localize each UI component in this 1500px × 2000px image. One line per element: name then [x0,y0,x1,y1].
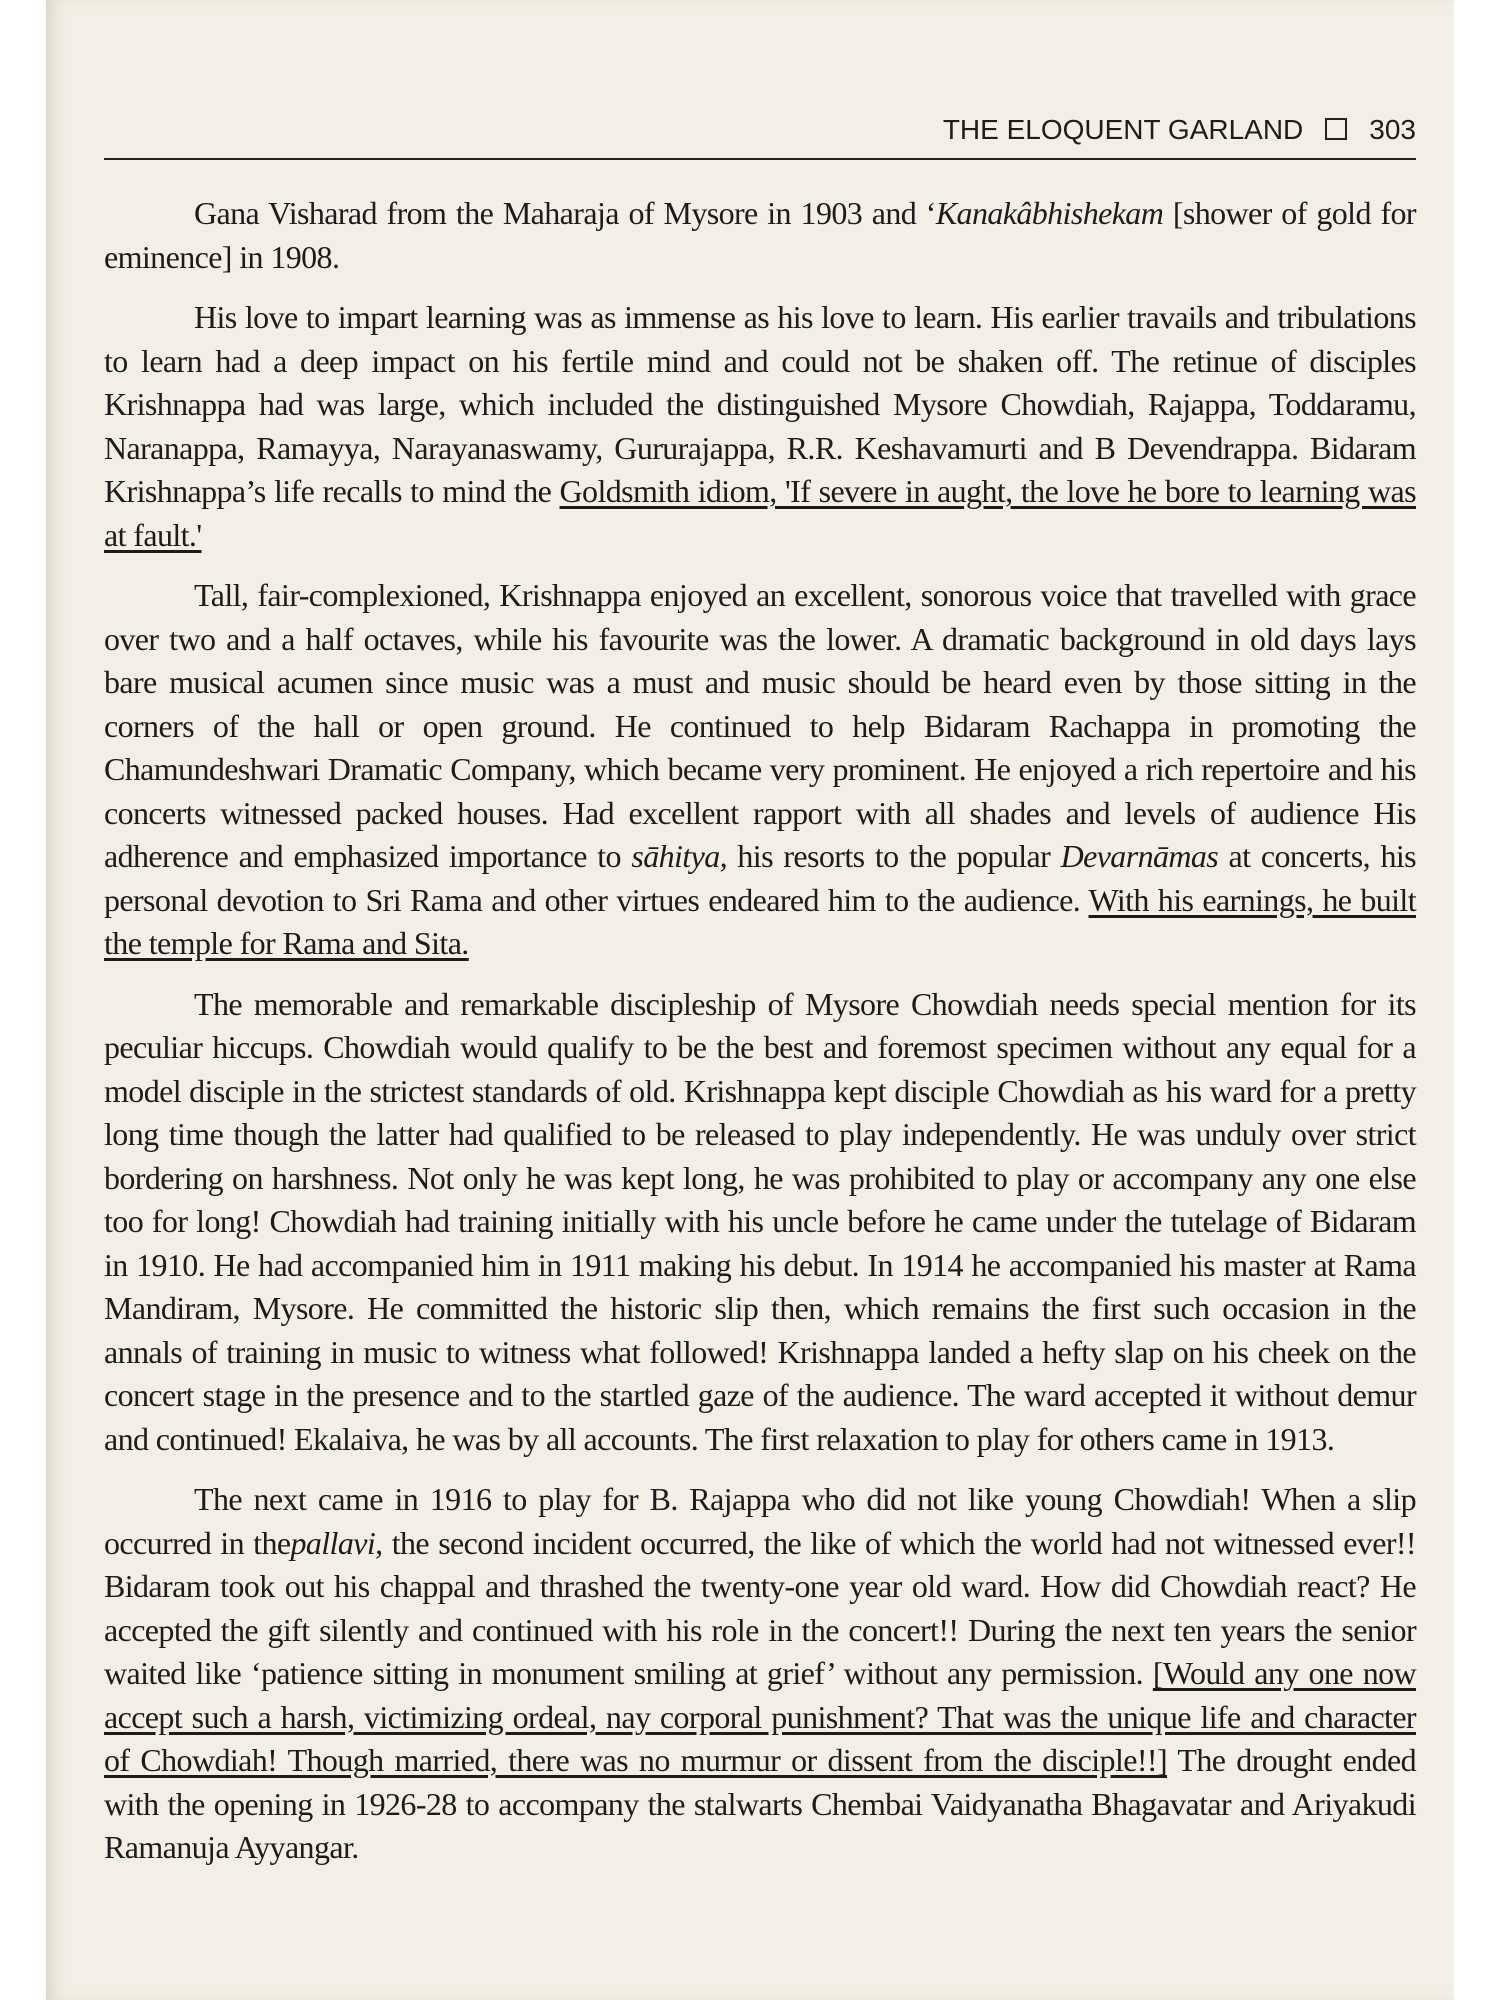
square-bullet-icon [1325,118,1347,140]
running-header [104,108,1416,160]
p2-underlined-quote: Goldsmith idiom, 'If severe in aught, the love he bore to learning was at fault.' [104,473,1416,553]
paragraph-3 [104,574,1416,966]
p2-text-1: His love to impart learning was as immense as his love to learn. His earlier travails and tribulations to learn had a deep impact on his fertile mind and could not be shaken off. The retinue of disciples Krishnappa had was large, which included the distinguished Mysore Chowdiah, Rajappa, Toddaramu, Naranappa, Ramayya, Narayanaswamy, Gururajappa, R.R. Keshavamurti and B Devendrappa. Bidaram Krishnappa’s life recalls to mind the [104,299,1416,509]
p5-text-1: The next came in 1916 to play for B. Rajappa who did not like young Chowdiah! When a slip occurred in the [104,1481,1416,1561]
p3-text-1: Tall, fair-complexioned, Krishnappa enjoyed an excellent, sonorous voice that travelled with grace over two and a half octaves, while his favourite was the lower. A dramatic background in old days lays bare musical acumen since music was a must and music should be heard even by those sitting in the corners of the hall or open ground. He continued to help Bidaram Rachappa in promoting the Chamundeshwari Dramatic Company, which became very prominent. He enjoyed a rich repertoire and his concerts witnessed packed houses. Had excellent rapport with all shades and levels of audience His adherence and emphasized importance to [104,577,1416,874]
book-page [46,0,1454,2000]
p4-text-1: The memorable and remarkable discipleship of Mysore Chowdiah needs special mention for its peculiar hiccups. Chowdiah would qualify to be the best and foremost specimen without any equal for a model disciple in the strictest standards of old. Krishnappa kept disciple Chowdiah as his ward for a pretty long time though the latter had qualified to be released to play independently. He was unduly over strict bordering on harshness. Not only he was kept long, he was prohibited to play or accompany any one else too for long! Chowdiah had training initially with his uncle before he came under the tutelage of Bidaram in 1910. He had accompanied him in 1911 making his debut. In 1914 he accompanied his master at Rama Mandiram, Mysore. He committed the historic slip then, which remains the first such occasion in the annals of training in music to witness what followed! Krishnappa landed a hefty slap on his cheek on the concert stage in the presence and to the startled gaze of the audience. The ward accepted it without demur and continued! Ekalaiva, he was by all accounts. The first relaxation to play for others came in 1913. [104,985,1416,1457]
p3-text-2: his resorts to the popular [727,838,1061,874]
p1-italic-1: Kanakâbhishekam [935,195,1164,231]
p5-underlined-passage: [Would any one now accept such a harsh, victimizing ordeal, nay corporal punishment? That was the unique life and character of Chowdiah! Though married, there was no murmur or dissent from the disciple!!] [104,1655,1417,1778]
p3-italic-1: sāhitya, [631,838,727,874]
page-number: 303 [1369,114,1416,145]
p5-text-3: The drought ended with the opening in 1926-28 to accompany the stalwarts Chembai Vaidyanatha Bhagavatar and Ariyakudi Ramanuja Ayyangar. [104,1742,1416,1865]
paragraph-2 [104,296,1416,557]
p5-text-2: the second incident occurred, the like of which the world had not witnessed ever!! Bidaram took out his chappal and thrashed the twenty-one year old ward. How did Chowdiah react? He accepted the gift silently and continued with his role in the concert!! During the next ten years the senior waited like ‘patience sitting in monument smiling at grief’ without any permission. [104,1524,1416,1691]
p1-text-1: Gana Visharad from the Maharaja of Mysore in 1903 and ‘ [194,195,936,231]
p5-italic-1: pallavi, [290,1524,383,1561]
paragraph-4 [104,983,1416,1462]
paragraph-5 [104,1478,1416,1870]
paragraph-1 [104,192,1416,279]
p3-italic-2: Devarnāmas [1060,838,1219,874]
p1-text-2: [shower of gold for eminence] in 1908. [104,195,1416,275]
p3-text-3: at concerts, his personal devotion to Sri Rama and other virtues endeared him to the audience. [104,838,1416,918]
p3-underlined-sentence: With his earnings, he built the temple for Rama and Sita. [104,881,1416,961]
book-title: THE ELOQUENT GARLAND [942,114,1304,145]
header-wrap [943,114,1416,146]
page-body [104,192,1416,1887]
